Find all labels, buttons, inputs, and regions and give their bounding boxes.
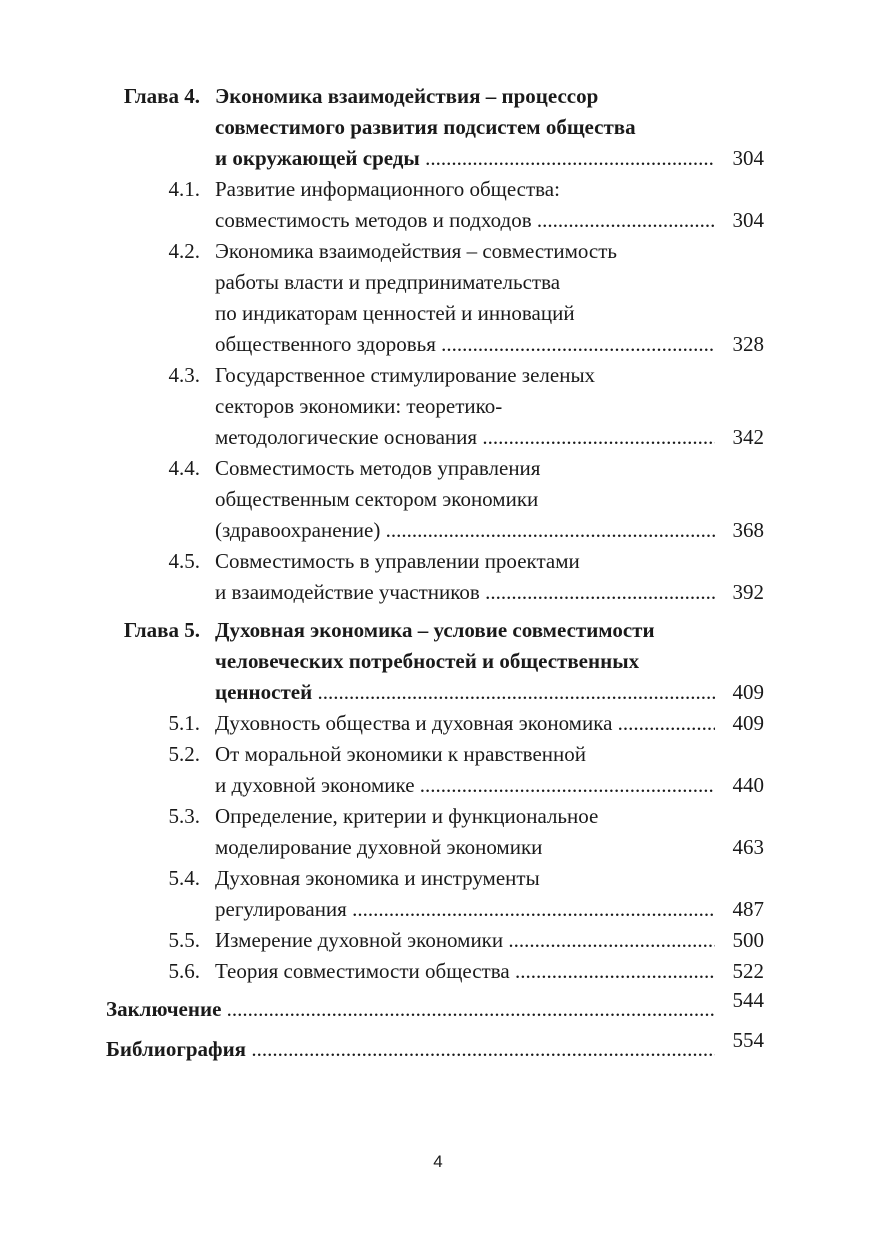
section-title-line: Совместимость методов управления (215, 456, 541, 480)
section-title-line: секторов экономики: теоретико- (215, 394, 503, 418)
section-number: 5.2. (168, 742, 200, 766)
page-number: 463 (732, 835, 764, 859)
page-number: 304 (732, 208, 764, 232)
section-title-line: (здравоохранение) ..... (215, 515, 715, 546)
end-matter-title: Заключение ..... (106, 994, 715, 1025)
section-title-line: Развитие информационного общества: (215, 177, 560, 201)
chapter-title-line: совместимого развития подсистем общества (215, 115, 636, 139)
page-number: 409 (732, 680, 764, 704)
section-title-line: моделирование духовной экономики (215, 835, 543, 859)
page-number: 342 (732, 425, 764, 449)
page-number: 544 (732, 988, 764, 1012)
chapter-title-line: Экономика взаимодействия – процессор (215, 84, 599, 108)
section-number: 5.6. (168, 959, 200, 983)
section-title-line: Определение, критерии и функциональное (215, 804, 599, 828)
section-title-line: Государственное стимулирование зеленых (215, 363, 596, 387)
section-title-line: Духовная экономика и инструменты (215, 866, 540, 890)
page-folio: 4 (433, 1152, 443, 1171)
section-number: 4.5. (168, 549, 200, 573)
page-number: 500 (732, 928, 764, 952)
section-number: 5.1. (168, 711, 200, 735)
chapter-title-line: ценностей ..... (215, 677, 715, 708)
chapter-title-line: и окружающей среды ..... (215, 143, 715, 174)
end-matter-title: Библиография ..... (106, 1034, 715, 1065)
section-title-line: совместимость методов и подходов ..... (215, 205, 715, 236)
chapter-title-line: Духовная экономика – условие совместимости (215, 618, 655, 642)
page-number: 328 (732, 332, 764, 356)
chapter-title-line: человеческих потребностей и общественных (215, 649, 640, 673)
section-title-line: и духовной экономике ..... (215, 770, 715, 801)
chapter-label: Глава 5. (123, 618, 200, 642)
page-number: 487 (732, 897, 764, 921)
page-number: 409 (732, 711, 764, 735)
section-number: 5.3. (168, 804, 200, 828)
chapter-label: Глава 4. (123, 84, 200, 108)
section-title-line: регулирования ..... (215, 894, 715, 925)
section-number: 4.1. (168, 177, 200, 201)
page-number: 304 (732, 146, 764, 170)
section-title-line: общественного здоровья ..... (215, 329, 715, 360)
section-title-line: и взаимодействие участников ..... (215, 577, 715, 608)
page-number: 522 (732, 959, 764, 983)
section-title-line: Совместимость в управлении проектами (215, 549, 580, 573)
page-number: 554 (732, 1028, 764, 1052)
section-title-line: Экономика взаимодействия – совместимость (215, 239, 617, 263)
section-title-line: по индикаторам ценностей и инноваций (215, 301, 575, 325)
section-number: 4.2. (168, 239, 200, 263)
section-number: 4.4. (168, 456, 200, 480)
page-number: 368 (732, 518, 764, 542)
section-number: 4.3. (168, 363, 200, 387)
section-title-line: Измерение духовной экономики ..... (215, 925, 715, 956)
section-title-line: общественным сектором экономики (215, 487, 539, 511)
section-title-line: Духовность общества и духовная экономика ..... (215, 708, 715, 739)
section-title-line: методологические основания ..... (215, 422, 715, 453)
section-title-line: Теория совместимости общества ..... (215, 956, 715, 987)
section-title-line: работы власти и предпринимательства (215, 270, 561, 294)
section-title-line: От моральной экономики к нравственной (215, 742, 587, 766)
section-number: 5.5. (168, 928, 200, 952)
section-number: 5.4. (168, 866, 200, 890)
page-number: 440 (732, 773, 764, 797)
page-number: 392 (732, 580, 764, 604)
